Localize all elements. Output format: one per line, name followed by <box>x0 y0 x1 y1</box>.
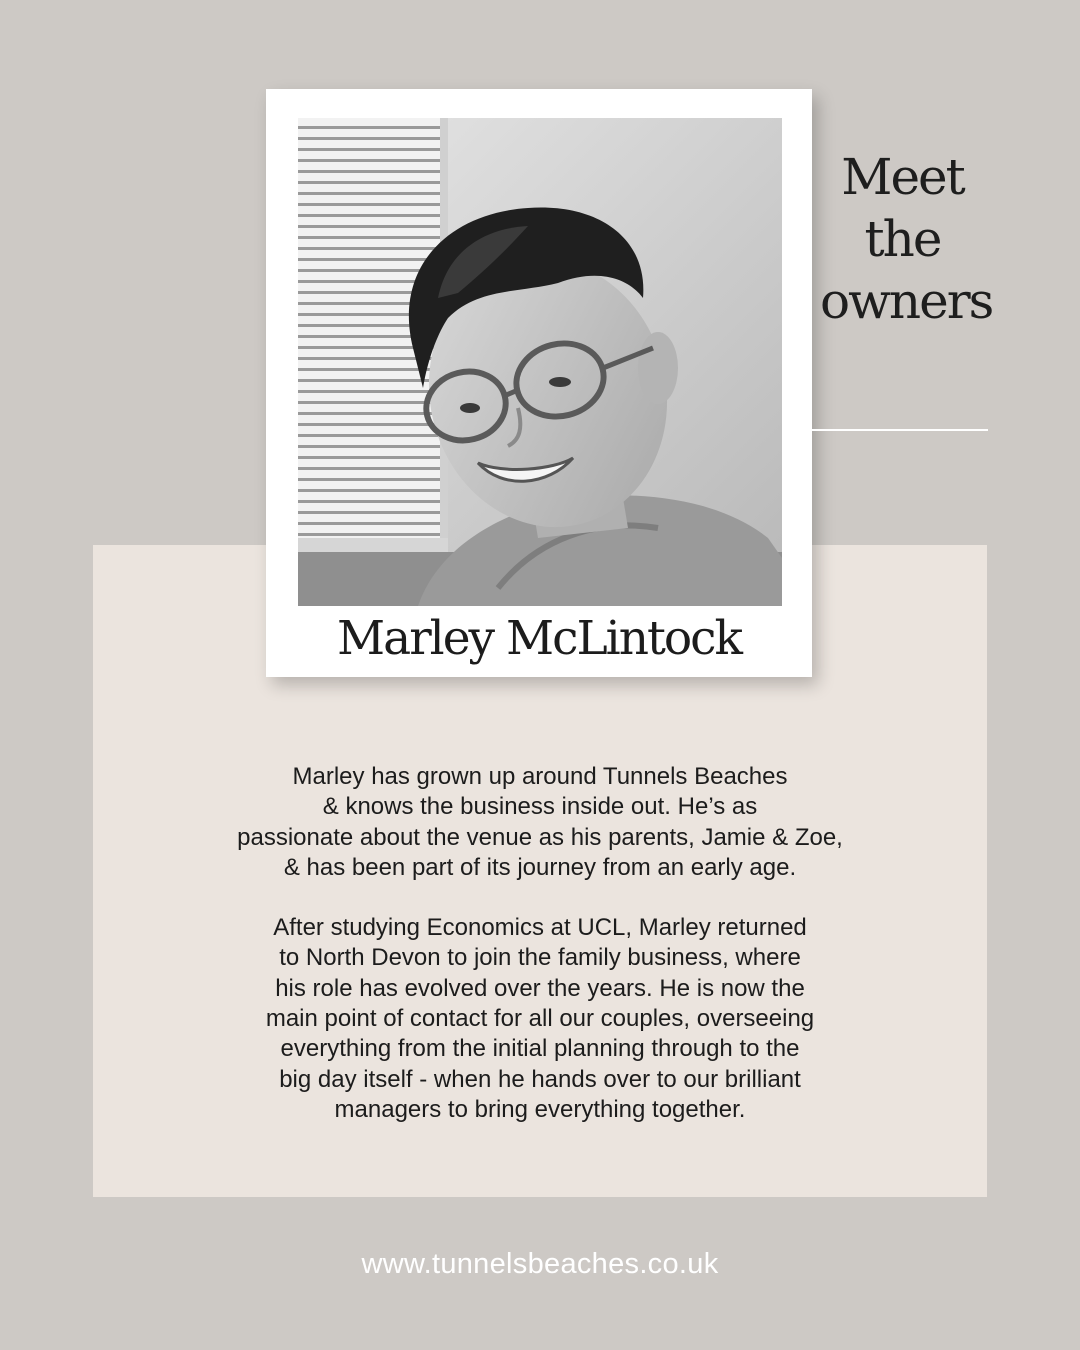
polaroid-frame <box>266 89 812 677</box>
bio-line: managers to bring everything together. <box>334 1095 746 1123</box>
bio-line: After studying Economics at UCL, Marley returned <box>273 914 807 942</box>
bio-line: his role has evolved over the years. He is now the <box>275 974 805 1002</box>
bio-line: big day itself - when he hands over to our brilliant <box>279 1065 801 1093</box>
owner-bio <box>93 762 987 1155</box>
owner-name: Marley McLintock <box>337 611 741 666</box>
portrait-photo <box>298 118 782 606</box>
title-divider <box>812 429 988 431</box>
bio-line: to North Devon to join the family business, where <box>279 944 801 972</box>
page-title <box>820 146 993 332</box>
bio-paragraph <box>93 762 987 883</box>
bio-line: passionate about the venue as his parents, Jamie & Zoe, <box>237 823 843 851</box>
bio-line: Marley has grown up around Tunnels Beaches <box>292 763 788 790</box>
bio-paragraph <box>93 913 987 1125</box>
bio-line: & knows the business inside out. He’s as <box>322 793 758 821</box>
title-line: the <box>864 210 941 268</box>
website-url: www.tunnelsbeaches.co.uk <box>361 1248 719 1280</box>
bio-line: & has been part of its journey from an early age. <box>283 853 797 881</box>
title-line: Meet <box>841 148 964 206</box>
bio-line: everything from the initial planning through to the <box>280 1035 800 1063</box>
bio-line: main point of contact for all our couples, overseeing <box>265 1005 815 1033</box>
title-line: owners <box>820 272 993 330</box>
